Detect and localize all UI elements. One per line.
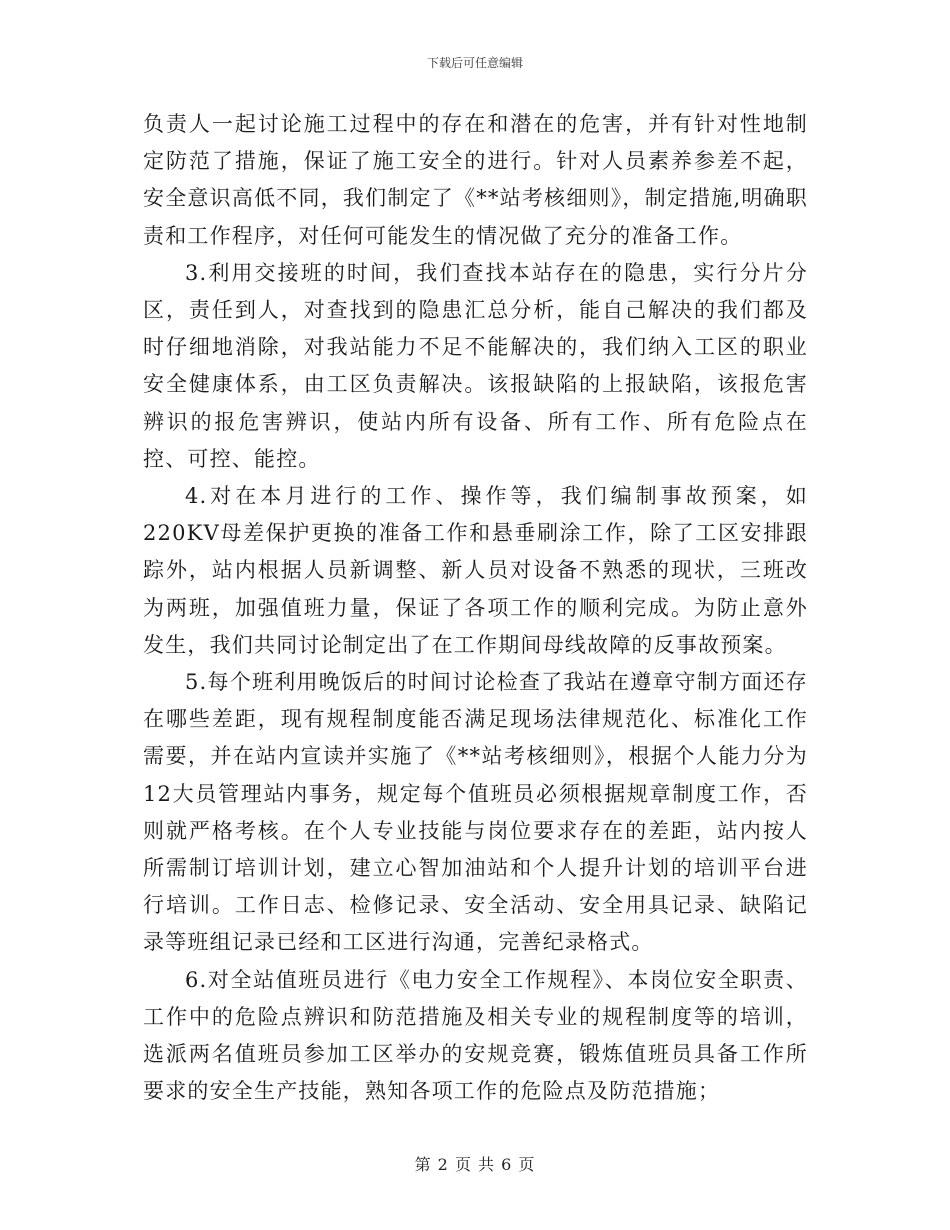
paragraph-item-4: 4.对在本月进行的工作、操作等，我们编制事故预案，如220KV母差保护更换的准备工作和悬垂刷涂工作，除了工区安排跟踪外，站内根据人员新调整、新人员对设备不熟悉的现状，三班改为两班，加强值班力量，保证了各项工作的顺利完成。为防止意外发生，我们共同讨论制定出了在工作期间母线故障的反事故预案。 [143,484,808,657]
paragraph-item-5: 5.每个班利用晚饭后的时间讨论检查了我站在遵章守制方面还存在哪些差距，现有规程制度能否满足现场法律规范化、标准化工作需要，并在站内宣读并实施了《**站考核细则》，根据个人能力分为12大员管理站内事务，规定每个值班员必须根据规章制度工作，否则就严格考核。在个人专业技能与岗位要求存在的差距，站内按人所需制订培训计划，建立心智加油站和个人提升计划的培训平台进行培训。工作日志、检修记录、安全活动、安全用具记录、缺陷记录等班组记录已经和工区进行沟通，完善纪录格式。 [143,670,808,955]
paragraph-item-6: 6.对全站值班员进行《电力安全工作规程》、本岗位安全职责、工作中的危险点辨识和防范措施及相关专业的规程制度等的培训，选派两名值班员参加工区举办的安规竞赛，锻炼值班员具备工作所要求的安全生产技能，熟知各项工作的危险点及防范措施； [143,967,808,1104]
page-header: 下载后可任意编辑 [426,56,523,70]
document-body [143,106,808,1110]
paragraph-continuation: 负责人一起讨论施工过程中的存在和潜在的危害，并有针对性地制定防范了措施，保证了施工安全的进行。针对人员素养参差不起，安全意识高低不同，我们制定了《**站考核细则》，制定措施,明确职责和工作程序，对任何可能发生的情况做了充分的准备工作。 [143,112,808,248]
paragraph-item-3: 3.利用交接班的时间，我们查找本站存在的隐患，实行分片分区，责任到人，对查找到的隐患汇总分析，能自己解决的我们都及时仔细地消除，对我站能力不足不能解决的，我们纳入工区的职业安全健康体系，由工区负责解决。该报缺陷的上报缺陷，该报危害辨识的报危害辨识，使站内所有设备、所有工作、所有危险点在控、可控、能控。 [143,260,808,471]
page-number-footer: 第 2 页 共 6 页 [414,1155,536,1174]
